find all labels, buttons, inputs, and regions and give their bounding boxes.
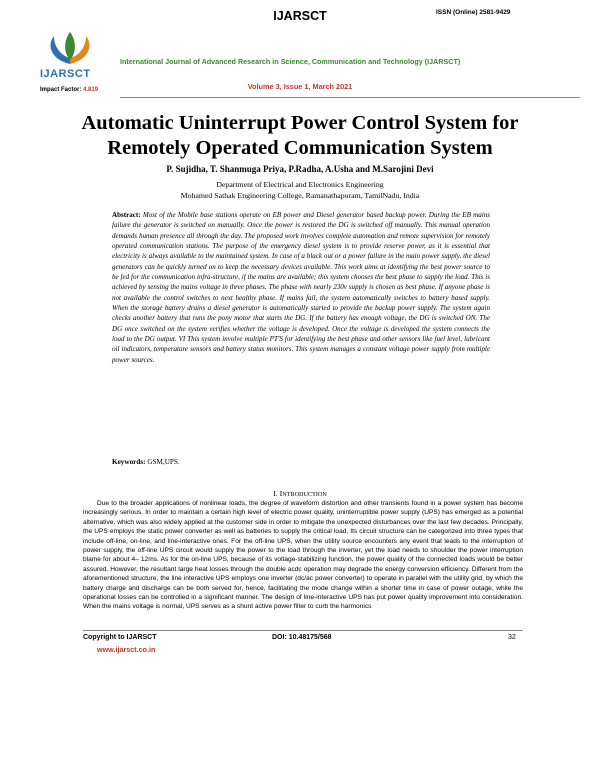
abstract — [112, 210, 490, 365]
section-number: I. — [273, 489, 278, 498]
impact-label: Impact Factor: — [40, 87, 82, 93]
journal-name: International Journal of Advanced Research in Science, Communication and Technology (IJARSCT) — [120, 57, 461, 66]
ijarsct-logo — [30, 30, 110, 70]
footer-url-link[interactable]: www.ijarsct.co.in — [97, 645, 156, 654]
abstract-label: Abstract: — [112, 211, 141, 219]
intro-paragraph: Due to the broader applications of nonlinear loads, the degree of waveform distortion and other transients found in a power system has become increasingly serious. In order to maintain a certain high level of electric power quality, uninterruptible power supply (UPS) has emerged as a potential alternative, which was also widely applied at the customer side in order to mitigate the unexpected disturbances over the last few decades. Principally, the UPS employs the static power converter as well as batteries to supply the critical load. Its circuit structure can be categorized into three types that include off-line, on-line, and line-interactive ones. For the off-line UPS, when the utility source encounters any event that leads to the interruption of power supply, the off-line UPS circuit would supply the power to the load through the inverter, yet the load needs to shoulder the power interruption blame for about 4– 12ms. As for the on-line UPS, because of its voltage-stabilizing function, the power quality of the connected loads would be better assured. However, the resultant large heat losses through the double acdc operation may degrade the energy conversion efficiency. Different from the aforementioned structure, the line interactive UPS employs one inverter (dc/ac power converter) to operate in parallel with the utility grid, by which the battery charge and discharge can be both served for, hence, facilitating the mode change within a shorter time in case of power outage, while the operational losses can be controlled in a significant manner. The design of line-interactive UPS has put power quality improvement into consideration. When the mains voltage is normal, UPS serves as a shunt active power filter to curb the harmonics — [83, 500, 523, 611]
keywords — [112, 458, 180, 466]
authors: P. Sujidha, T. Shanmuga Priya, P.Radha, A.Usha and M.Sarojini Devi — [166, 164, 434, 174]
section-initial: I — [279, 489, 283, 498]
impact-value: 4.819 — [83, 87, 99, 93]
paper-title: Automatic Uninterrupt Power Control System for Remotely Operated Communication System — [81, 112, 519, 159]
keywords-label: Keywords: — [112, 458, 146, 466]
logo-graphic-icon — [51, 32, 90, 64]
footer-copyright: Copyright to IJARSCT — [83, 634, 157, 641]
page-number: 32 — [508, 634, 516, 641]
volume-info: Volume 3, Issue 1, March 2021 — [247, 82, 353, 91]
footer-doi[interactable]: DOI: 10.48175/568 — [272, 634, 332, 641]
abstract-text: Most of the Mobile base stations operate on EB power and Diesel generator based backup power. During the EB mains failure the generator is switched on manually. Once the power is restored the DG is switched off manually. This manual operation demands human presence all through the day. The proposed work involves complete automation and remote supervision for remotely operated communication stations. The purpose of the emergency diesel system is to provide reserve power, as it is essential that electricity is always available to the maintained system. In case of a black out or a power failure in the main power supply, the diesel generators can be quickly turned on to keep the necessary devices available. This work aims at identifying the best power source to be fed for the communication infra-structure, if the mains are available; this system chooses the best phase to supply the load. This is achieved by sensing the mains voltage in three phases. The phase with nearly 230v supply is chosen as best phase. If anyone phase is not available the control switches to next healthy phase. If mains fail, the system automatically switches to battery based supply. When the storage battery drains a diesel generator is automatically started to provide the backup power supply. The system again checks another battery that runs the pony motor that starts the DG. If the battery has enough voltage, the DG is switched ON. The DG once switched on the system verifies whether the voltage is developed. Once the voltage is developed the system connects the load to the DG output. VI This system involve multiple PT'S for identifying the best phase and other sensors like fuel level, lubricant oil indicators, temperature sensors and battery status monitors. This system manages a constant voltage power supply from multiple power sources. — [112, 211, 490, 364]
footer-divider — [83, 630, 523, 631]
header-issn: ISSN (Online) 2581-9429 — [436, 9, 511, 16]
section-heading — [0, 489, 600, 498]
introduction-text — [83, 499, 523, 612]
section-title-rest: NTRODUCTION — [282, 491, 327, 498]
college: Mohamed Sathak Engineering College, Ramanathapuram, TamilNadu, India — [180, 191, 420, 200]
header-journal-abbrev: IJARSCT — [273, 9, 327, 23]
logo-text: IJARSCT — [40, 68, 91, 80]
keywords-value: GSM,UPS. — [147, 458, 180, 466]
header-divider — [120, 97, 580, 98]
department: Department of Electrical and Electronics Engineering — [216, 180, 384, 189]
